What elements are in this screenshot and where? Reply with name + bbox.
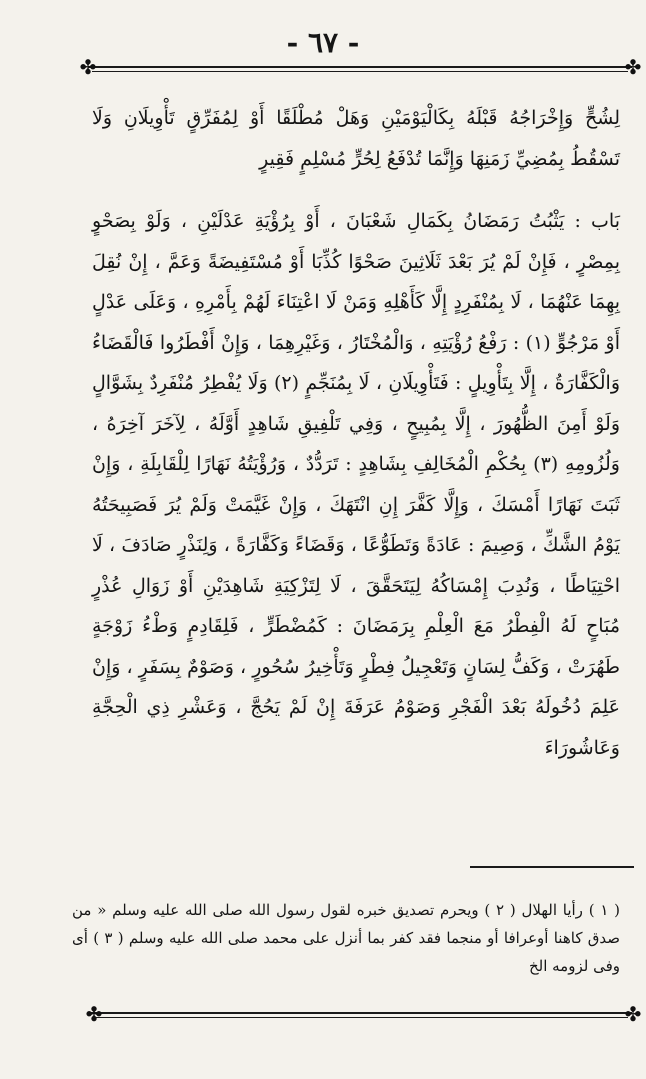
body-text — [92, 98, 620, 768]
bottom-rule — [88, 1012, 632, 1014]
verse-paragraph: لِشُحٍّ وَإِخْرَاجُهُ قَبْلَهُ بِكَالْيَوْمَيْنِ وَهَلْ مُطْلَقًا أَوْ لِمُفَرِّقٍ تَأْوِيلَانِ وَلَا تَسْقُطُ بِمُضِيِّ زَمَنِهَا وَإِنَّمَا تُدْفَعُ لِحُرٍّ مُسْلِمٍ فَقِيرٍ — [92, 107, 620, 170]
bottom-rule-inner — [92, 1017, 628, 1018]
main-paragraph: بَاب : يَثْبُتُ رَمَضَانُ بِكَمَالِ شَعْبَانَ ، أَوْ بِرُؤْيَةِ عَدْلَيْنِ ، وَلَوْ بِصَحْوٍ بِمِصْرٍ ، فَإِنْ لَمْ يُرَ بَعْدَ ثَلَاثِينَ صَحْوًا كُذِّبَا أَوْ مُسْتَفِيضَةً وَعَمَّ ، إِنْ نُقِلَ بِهِمَا عَنْهُمَا ، لَا بِمُنْفَرِدٍ إِلَّا كَأَهْلِهِ وَمَنْ لَا اعْتِنَاءَ لَهُمْ بِأَمْرِهِ ، وَعَلَى عَدْلٍ أَوْ مَرْجُوٍّ (١) : رَفْعُ رُؤْيَتِهِ ، وَالْمُخْتَارُ ، وَغَيْرِهِمَا ، وَإِنْ أَفْطَرُوا فَالْقَضَاءُ وَالْكَفَّارَةُ ، إِلَّا بِتَأْوِيلٍ : فَتَأْوِيلَانِ ، لَا بِمُنَجِّمٍ (٢) وَلَا يُفْطِرُ مُنْفَرِدٌ بِشَوَّالٍ وَلَوْ أَمِنَ الظُّهُورَ ، إِلَّا بِمُبِيحٍ ، وَفِي تَلْفِيقِ شَاهِدٍ أَوَّلَهُ ، لِآخَرَ آخِرَهُ ، وَلُزُومِهِ (٣) بِحُكْمِ الْمُخَالِفِ بِشَاهِدٍ : تَرَدُّدٌ ، وَرُؤْيَتُهُ نَهَارًا لِلْقَابِلَةِ ، وَإِنْ ثَبَتَ نَهَارًا أَمْسَكَ ، وَإِلَّا كَفَّرَ إِنِ انْتَهَكَ ، وَإِنْ غَيَّمَتْ وَلَمْ يُرَ فَصَبِيحَتُهُ يَوْمُ الشَّكِّ ، وَصِيمَ : عَادَةً وَتَطَوُّعًا ، وَقَضَاءً وَكَفَّارَةً ، وَلِنَذْرٍ صَادَفَ ، لَا احْتِيَاطًا ، وَنُدِبَ إِمْسَاكُهُ لِيَتَحَقَّقَ ، لَا لِتَزْكِيَةِ شَاهِدَيْنِ أَوْ زَوَالِ عُذْرٍ مُبَاحٍ لَهُ الْفِطْرُ مَعَ الْعِلْمِ بِرَمَضَانَ : كَمُضْطَرٍّ ، فَلِقَادِمٍ وَطْءُ زَوْجَةٍ طَهُرَتْ ، وَكَفُّ لِسَانٍ وَتَعْجِيلُ فِطْرٍ وَتَأْخِيرُ سُحُورٍ ، وَصَوْمٌ بِسَفَرٍ ، وَإِنْ عَلِمَ دُخُولَهُ بَعْدَ الْفَجْرِ وَصَوْمُ عَرَفَةَ إِنْ لَمْ يَحُجَّ ، وَعَشْرِ ذِي الْحِجَّةِ وَعَاشُورَاءَ — [92, 210, 621, 759]
footnote-rule — [470, 866, 634, 868]
ornament-top-right-icon: ✤ — [624, 55, 642, 79]
footnotes — [72, 896, 620, 980]
ornament-bottom-left-icon: ✤ — [85, 1002, 103, 1026]
ornament-bottom-right-icon: ✤ — [624, 1002, 642, 1026]
footnote-text: ( ١ ) رأيا الهلال ( ٢ ) ويحرم تصديق خبره لقول رسول الله صلى الله عليه وسلم « من صدق كاهنا أوعرافا أو منجما فقد كفر بما أنزل على محمد صلى الله عليه وسلم ( ٣ ) أى وفى لزومه الخ — [72, 901, 621, 975]
top-rule — [88, 66, 632, 68]
page-number: - ٦٧ - — [286, 26, 360, 59]
ornament-top-left-icon: ✤ — [79, 55, 97, 79]
top-rule-inner — [92, 71, 628, 72]
